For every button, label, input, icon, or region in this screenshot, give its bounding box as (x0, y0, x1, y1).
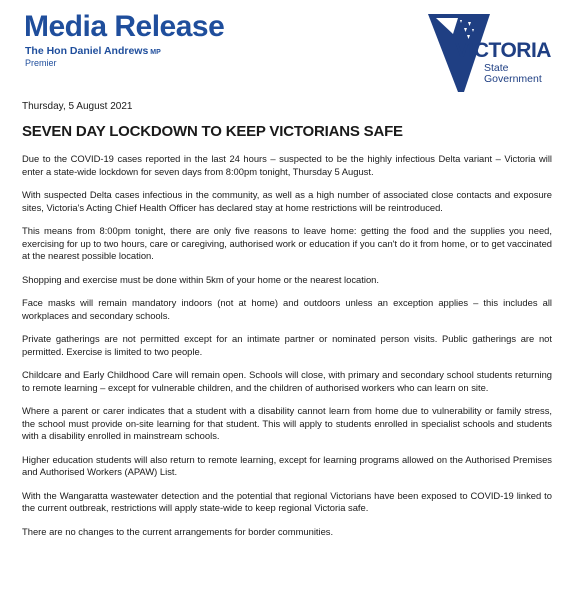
paragraph: Where a parent or carer indicates that a student with a disability cannot learn from home due to vulnerability or family stress, the school must provide on-site learning for that student. This will apply to students enrolled in specialist schools and students with a disability enrolled in mainstream schools. (22, 405, 552, 441)
logo-subtitle (484, 63, 542, 85)
paragraph: Higher education students will also return to remote learning, except for learning programs allowed on the Authorised Premises and Authorised Workers (APAW) List. (22, 453, 552, 477)
paragraph: Childcare and Early Childhood Care will remain open. Schools will close, with primary and secondary school students returning to remote learning – except for vulnerable children, and the children of authorised workers who can learn on site. (22, 369, 552, 393)
paragraph: With the Wangaratta wastewater detection and the potential that regional Victorians have been exposed to COVID-19 linked to the current outbreak, restrictions will apply state-wide to keep regional Victoria safe. (22, 489, 552, 513)
paragraph: Face masks will remain mandatory indoors (not at home) and outdoors unless an exception applies – this includes all workplaces and secondary schools. (22, 297, 552, 321)
logo-sub-government: Government (484, 73, 542, 85)
minister-suffix: MP (150, 49, 161, 56)
minister-name (25, 45, 161, 57)
release-headline: SEVEN DAY LOCKDOWN TO KEEP VICTORIANS SAFE (22, 123, 403, 140)
logo-wordmark: VICTORIA (455, 39, 551, 62)
minister-name-text: The Hon Daniel Andrews (25, 45, 149, 57)
paragraph: Shopping and exercise must be done within 5km of your home or the nearest location. (22, 273, 379, 285)
media-release-title: Media Release (24, 10, 225, 43)
paragraph: Due to the COVID-19 cases reported in the last 24 hours – suspected to be the highly infectious Delta variant – Victoria will enter a state-wide lockdown for seven days from 8:00pm tonight, Thursday 5 August. (22, 153, 552, 177)
logo-sub-state: State (484, 62, 509, 74)
paragraph: With suspected Delta cases infectious in the community, as well as a high number of associated close contacts and exposure sites, Victoria's Acting Chief Health Officer has declared stay at home restrictions will be reintroduced. (22, 189, 552, 213)
media-release-header (0, 0, 583, 95)
paragraph: There are no changes to the current arrangements for border communities. (22, 525, 334, 537)
release-body (22, 100, 552, 549)
release-date: Thursday, 5 August 2021 (22, 101, 133, 112)
paragraph: This means from 8:00pm tonight, there are only five reasons to leave home: getting the food and the supplies you need, exercising for up to two hours, care or caregiving, authorised work or education if you can't do it from home, or to get vaccinated at the nearest possible location. (22, 225, 552, 261)
paragraph: Private gatherings are not permitted except for an intimate partner or nominated person visits. Public gatherings are not permitted. Exercise is limited to two people. (22, 333, 552, 357)
minister-role: Premier (25, 58, 57, 68)
